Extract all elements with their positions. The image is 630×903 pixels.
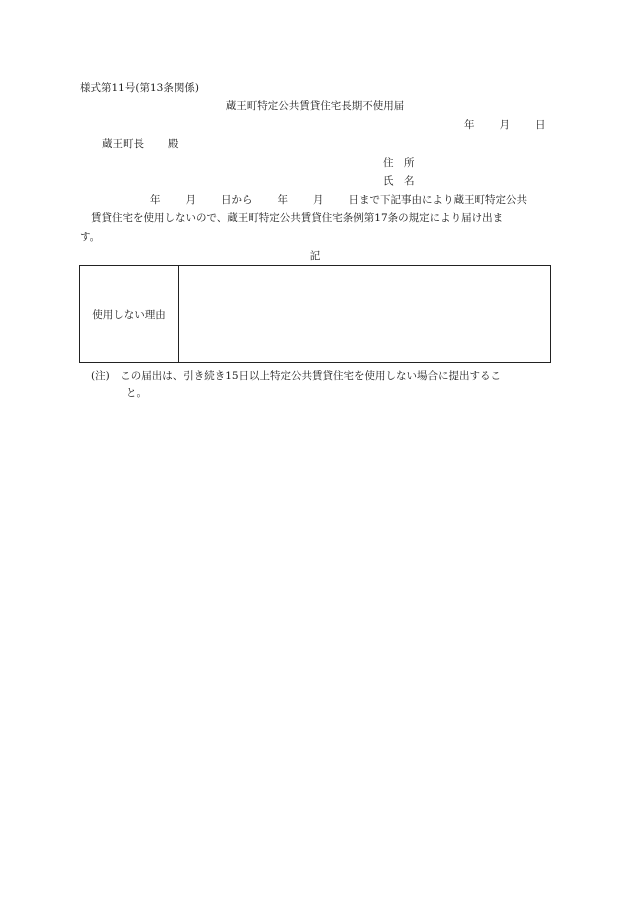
- date-day: 日: [535, 119, 546, 131]
- reason-value-cell[interactable]: [179, 266, 550, 362]
- reason-table: [79, 265, 551, 363]
- date-year: 年: [464, 119, 475, 131]
- note-line-2: と。: [126, 387, 147, 399]
- body-line-3: す。: [80, 231, 101, 243]
- date-line: [464, 119, 546, 132]
- note-line-1: (注) この届出は、引き続き15日以上特定公共賃貸住宅を使用しない場合に提出するこ: [91, 370, 502, 382]
- ki-heading: 記: [309, 250, 321, 262]
- to-year: 年: [277, 194, 288, 206]
- applicant-name-label: 氏 名: [383, 175, 415, 187]
- from-month: 月: [185, 194, 196, 206]
- document-title: 蔵王町特定公共賃貸住宅長期不使用届: [225, 100, 405, 112]
- addressee: [102, 138, 179, 151]
- date-month: 月: [499, 119, 510, 131]
- applicant-address-label: 住 所: [383, 157, 415, 169]
- body-period-line: [150, 194, 527, 207]
- to-month: 月: [313, 194, 324, 206]
- addressee-name: 蔵王町長: [102, 138, 144, 150]
- form-number: 様式第11号(第13条関係): [80, 82, 199, 94]
- body-line-2: 賃貸住宅を使用しないので、蔵王町特定公共賃貸住宅条例第17条の規定により届け出ま: [91, 212, 504, 224]
- addressee-honorific: 殿: [168, 138, 179, 150]
- from-year: 年: [150, 194, 161, 206]
- to-day-text: 日まで下記事由により蔵王町特定公共: [348, 194, 527, 206]
- from-day: 日から: [221, 194, 253, 206]
- reason-label-cell: 使用しない理由: [80, 266, 179, 362]
